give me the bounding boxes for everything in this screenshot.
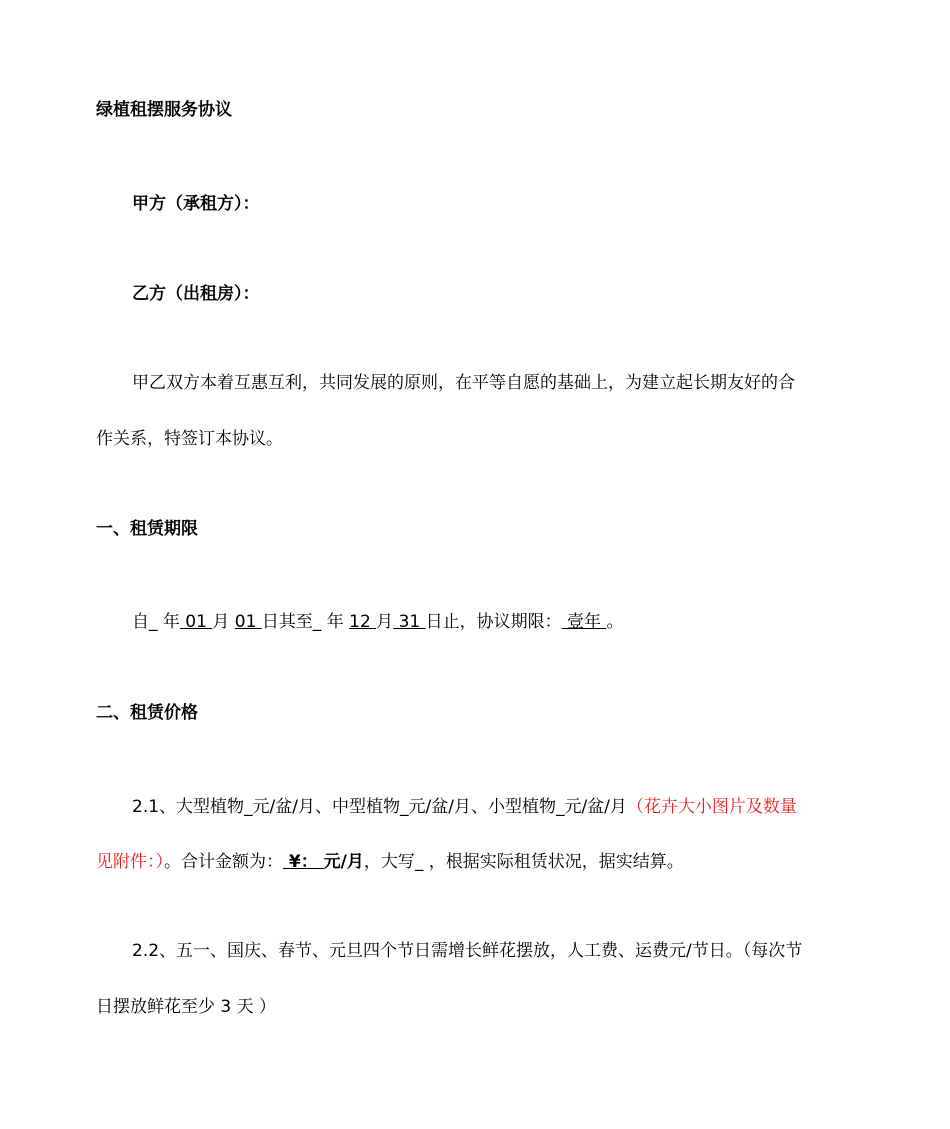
term-duration: 壹年 bbox=[561, 612, 607, 632]
term-start-month: 01 bbox=[179, 612, 213, 632]
section-1-heading: 一、租赁期限 bbox=[96, 519, 198, 539]
intro-paragraph-line-2: 作关系，特签订本协议。 bbox=[96, 429, 283, 449]
term-text-2: 月 bbox=[212, 612, 235, 632]
term-text-4: 月 bbox=[376, 612, 394, 632]
term-end-day: 31 bbox=[393, 612, 426, 632]
intro-paragraph-line-1: 甲乙双方本着互惠互利，共同发展的原则，在平等自愿的基础上，为建立起长期友好的合 bbox=[132, 373, 795, 393]
clause-2-2-line-1: 2.2、五一、国庆、春节、元旦四个节日需增长鲜花摆放，人工费、运费元/节日。（每次节 bbox=[132, 941, 803, 961]
term-start-day: 01 bbox=[234, 612, 262, 632]
term-text-1: 自_ 年 bbox=[132, 612, 180, 632]
term-text-6: 。 bbox=[606, 612, 624, 632]
term-text-5: 日止，协议期限： bbox=[425, 612, 562, 632]
clause-2-1-note: （花卉大小图片及数量 bbox=[626, 797, 797, 817]
document-title: 绿植租摆服务协议 bbox=[96, 100, 232, 120]
clause-2-1-line-2 bbox=[96, 850, 684, 874]
term-end-month: 12 bbox=[349, 612, 377, 632]
clause-2-1-text-tail: ，大写_ ，根据实际租赁状况，据实结算。 bbox=[363, 852, 684, 872]
clause-2-1-total-label: 。合计金额为： bbox=[164, 852, 283, 872]
lease-term-line bbox=[132, 610, 623, 634]
section-2-heading: 二、租赁价格 bbox=[96, 703, 198, 723]
clause-2-1-total-amount: ¥： bbox=[283, 852, 324, 872]
clause-2-1-total-unit: 元/月 bbox=[323, 852, 364, 872]
clause-2-1-line-1 bbox=[132, 795, 797, 819]
clause-2-1-text: 2.1、大型植物_元/盆/月、中型植物_元/盆/月、小型植物_元/盆/月 bbox=[132, 797, 627, 817]
term-text-3: 日其至_ 年 bbox=[261, 612, 350, 632]
clause-2-2-line-2: 日摆放鲜花至少 3 天 ） bbox=[96, 997, 277, 1017]
clause-2-1-note-cont: 见附件：） bbox=[96, 852, 164, 872]
party-a-label: 甲方（承租方）： bbox=[132, 194, 260, 214]
party-b-label: 乙方（出租房）： bbox=[132, 284, 260, 304]
